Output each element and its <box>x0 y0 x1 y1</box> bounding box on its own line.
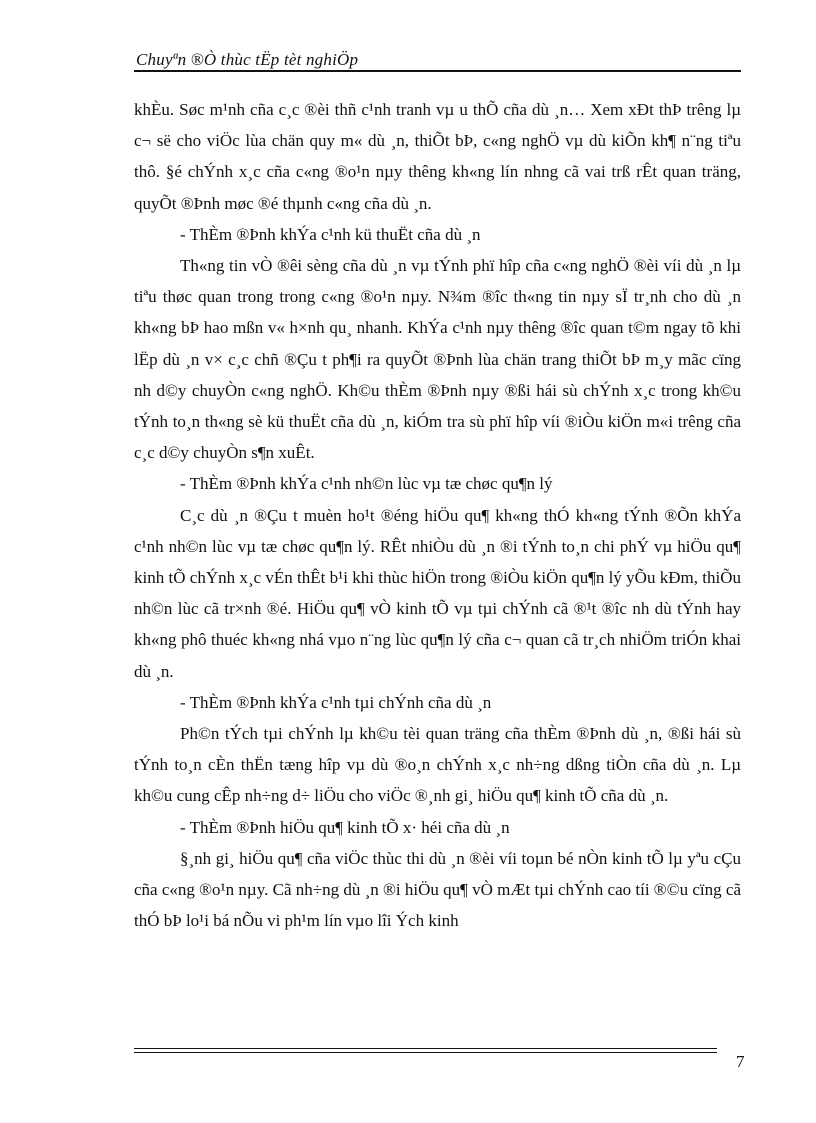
section-subheading: - ThÈm ®Þnh khÝa c¹nh nh©n lùc vµ tæ chøc qu¶n lý <box>180 474 553 494</box>
section-subheading: - ThÈm ®Þnh khÝa c¹nh kü thuËt cña dù ¸n <box>180 224 481 244</box>
page-number: 7 <box>736 1052 745 1071</box>
header-divider <box>134 70 741 72</box>
document-body <box>134 94 741 936</box>
body-paragraph: Ph©n tÝch tµi chÝnh lµ kh©u tèi quan träng cña thÈm ®Þnh dù ¸n, ®ßi hái sù tÝnh to¸n cÈn thËn tæng hîp vµ dù ®o¸n chÝnh x¸c nh÷ng dßng tiÒn cña dù ¸n. Lµ kh©u cung cÊp nh÷ng d÷ liÖu cho viÖc ®¸nh gi¸ hiÖu qu¶ kinh tÕ cña dù ¸n. <box>134 724 741 806</box>
section-subheading: - ThÈm ®Þnh hiÖu qu¶ kinh tÕ x· héi cña dù ¸n <box>180 817 510 837</box>
body-paragraph: Th«ng tin vÒ ®êi sèng cña dù ¸n vµ tÝnh phï hîp cña c«ng nghÖ ®èi víi dù ¸n lµ tiªu thøc quan trong trong c«ng ®o¹n nµy. N¾m ®îc th«ng tin nµy sÏ tr¸nh cho dù ¸n kh«ng bÞ hao mßn v« h×nh qu¸ nhanh. KhÝa c¹nh nµy thêng ®îc quan t©m ngay tõ khi lËp dù ¸n v× c¸c chñ ®Çu t ph¶i ra quyÕt ®Þnh lùa chän trang thiÕt bÞ m¸y mãc cïng nh d©y chuyÒn c«ng nghÖ. Kh©u thÈm ®Þnh nµy ®ßi hái sù chÝnh x¸c trong kh©u tÝnh to¸n th«ng sè kü thuËt cña dù ¸n, kiÓm tra sù phï hîp víi ®iÒu kiÖn m«i trêng cña c¸c d©y chuyÒn s¶n xuÊt. <box>134 256 741 463</box>
footer-divider-top <box>134 1048 717 1049</box>
page-header-title: Chuyªn ®Ò thùc tËp tèt nghiÖp <box>136 50 359 69</box>
body-paragraph: khÈu. Søc m¹nh cña c¸c ®èi thñ c¹nh tranh vµ u thÕ cña dù ¸n… Xem xÐt thÞ trêng lµ c¬ së cho viÖc lùa chän quy m« dù ¸n, thiÕt bÞ, c«ng nghÖ vµ dù kiÕn kh¶ n¨ng tiªu thô. §é chÝnh x¸c cña c«ng ®o¹n nµy thêng kh«ng lín nhng cã vai trß rÊt quan träng, quyÕt ®Þnh møc ®é thµnh c«ng cña dù ¸n. <box>134 100 741 213</box>
footer-divider-bottom <box>134 1052 717 1053</box>
body-paragraph: §¸nh gi¸ hiÖu qu¶ cña viÖc thùc thi dù ¸n ®èi víi toµn bé nÒn kinh tÕ lµ yªu cÇu cña c«ng ®o¹n nµy. Cã nh÷ng dù ¸n ®i hiÖu qu¶ vÒ mÆt tµi chÝnh cao tíi ®©u cïng cã thÓ bÞ lo¹i bá nÕu vi ph¹m lín vµo lîi Ých kinh <box>134 848 741 931</box>
body-paragraph: C¸c dù ¸n ®Çu t muèn ho¹t ®éng hiÖu qu¶ kh«ng thÓ kh«ng tÝnh ®Õn khÝa c¹nh nh©n lùc vµ tæ chøc qu¶n lý. RÊt nhiÒu dù ¸n ®i tÝnh to¸n chi phÝ vµ hiÖu qu¶ kinh tÕ chÝnh x¸c vÉn thÊt b¹i khi thùc hiÖn trong ®iÒu kiÖn qu¶n lý yÕu kÐm, thiÕu nh©n lùc cã tr×nh ®é. HiÖu qu¶ vÒ kinh tÕ vµ tµi chÝnh cã ®¹t ®îc nh dù tÝnh hay kh«ng phô thuéc kh«ng nhá vµo n¨ng lùc qu¶n lý cña c¬ quan cã tr¸ch nhiÖm triÓn khai dù ¸n. <box>134 505 741 681</box>
section-subheading: - ThÈm ®Þnh khÝa c¹nh tµi chÝnh cña dù ¸n <box>180 692 492 712</box>
